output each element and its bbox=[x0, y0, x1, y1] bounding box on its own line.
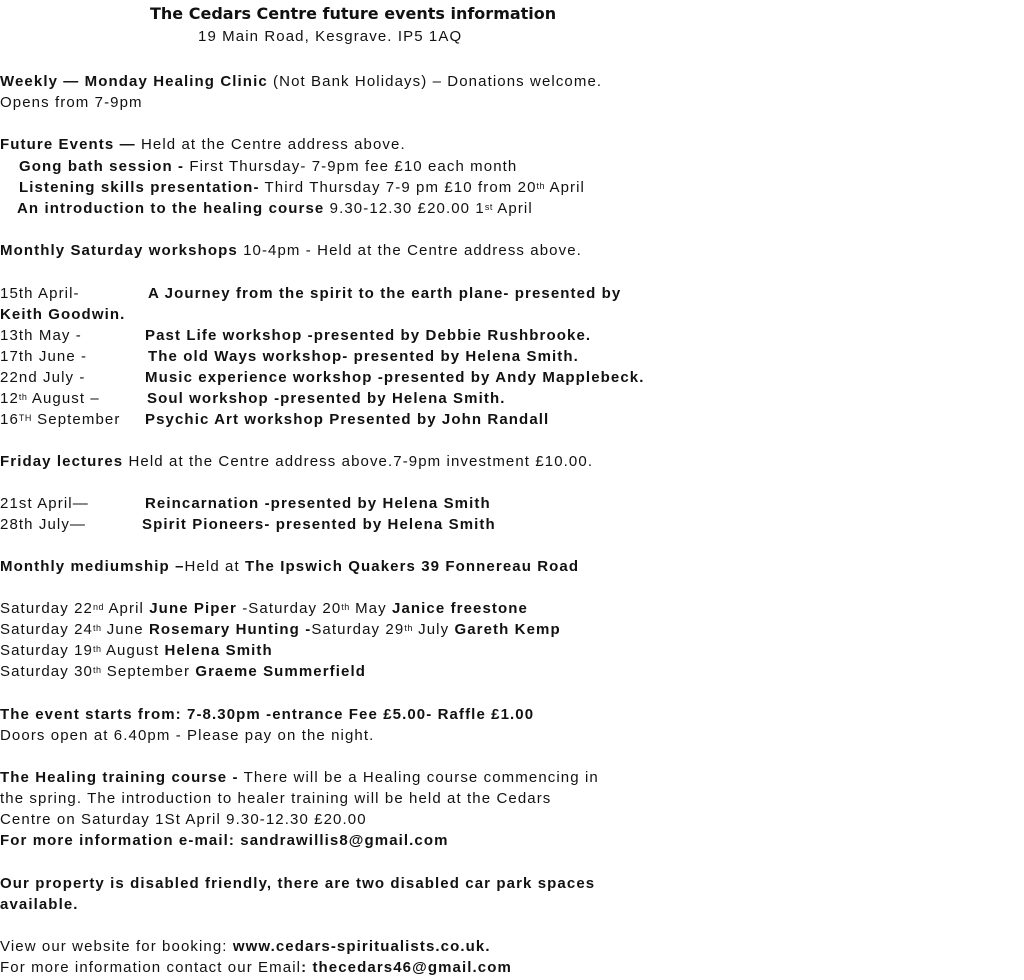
mediumship-date: Saturday 29 bbox=[311, 621, 405, 638]
mediumship-month: August bbox=[101, 642, 165, 659]
medium-name: Janice freestone bbox=[392, 600, 528, 617]
future-event-item bbox=[19, 157, 517, 177]
ordinal-suffix: th bbox=[404, 623, 413, 633]
workshop-row bbox=[0, 410, 1000, 430]
weekly-clinic-hours: Opens from 7-9pm bbox=[0, 94, 143, 111]
website-link[interactable]: www.cedars-spiritualists.co.uk. bbox=[232, 938, 491, 955]
medium-name: Rosemary Hunting - bbox=[148, 621, 312, 638]
future-event-name: An introduction to the healing course bbox=[17, 200, 325, 217]
mediumship-month: May bbox=[349, 600, 392, 617]
centre-address: 19 Main Road, Kesgrave. IP5 1AQ bbox=[198, 28, 463, 45]
workshop-title: A Journey from the spirit to the earth plane- presented by bbox=[148, 285, 622, 302]
workshop-row bbox=[0, 347, 1000, 367]
healing-course-detail: There will be a Healing course commencing in bbox=[238, 769, 599, 786]
date-month: August – bbox=[27, 390, 100, 407]
workshop-date bbox=[0, 390, 100, 407]
lecture-date: 21st April— bbox=[0, 495, 89, 512]
future-event-month: April bbox=[492, 200, 533, 217]
mediumship-dates-row bbox=[0, 641, 273, 661]
workshop-title: Music experience workshop -presented by Andy Mapplebeck. bbox=[145, 369, 645, 386]
mediumship-date: Saturday 22 bbox=[0, 600, 93, 617]
future-events-lead: Future Events — bbox=[0, 136, 136, 153]
medium-name: June Piper bbox=[149, 600, 237, 617]
healing-course-email[interactable]: For more information e-mail: sandrawillis8@gmail.com bbox=[0, 832, 449, 849]
mediumship-date: -Saturday 20 bbox=[236, 600, 342, 617]
future-events-heading bbox=[0, 135, 406, 155]
lecture-title: Spirit Pioneers- presented by Helena Smith bbox=[142, 516, 496, 533]
future-event-detail: Third Thursday 7-9 pm £10 from 20 bbox=[259, 179, 537, 196]
ordinal-suffix: th bbox=[341, 602, 350, 612]
mediumship-month: April bbox=[104, 600, 150, 617]
future-event-name: Listening skills presentation- bbox=[19, 179, 260, 196]
ordinal-suffix: TH bbox=[18, 413, 32, 423]
lecture-row bbox=[0, 515, 1000, 535]
mediumship-date: Saturday 30 bbox=[0, 663, 93, 680]
event-start-info: The event starts from: 7-8.30pm -entrance Fee £5.00- Raffle £1.00 bbox=[0, 706, 535, 723]
workshop-date: 17th June - bbox=[0, 348, 88, 365]
workshop-row bbox=[0, 368, 1000, 388]
mediumship-dates-row bbox=[0, 620, 561, 640]
ordinal-suffix: th bbox=[18, 392, 28, 402]
workshops-heading bbox=[0, 241, 582, 261]
date-day: 16 bbox=[0, 411, 19, 428]
healing-course-lead: The Healing training course - bbox=[0, 769, 239, 786]
workshop-title: Past Life workshop -presented by Debbie Rushbrooke. bbox=[145, 327, 592, 344]
workshop-row bbox=[0, 326, 1000, 346]
workshop-row bbox=[0, 389, 1000, 409]
workshop-row bbox=[0, 284, 1000, 304]
mediumship-month: July bbox=[412, 621, 455, 638]
workshop-date: 22nd July - bbox=[0, 369, 86, 386]
ordinal-suffix: th bbox=[536, 181, 546, 191]
mediumship-month: September bbox=[101, 663, 196, 680]
lecture-row bbox=[0, 494, 1000, 514]
ordinal-suffix: th bbox=[93, 623, 102, 633]
workshop-title: Psychic Art workshop Presented by John Randall bbox=[145, 411, 550, 428]
website-label: View our website for booking: bbox=[0, 938, 233, 955]
healing-course-text: the spring. The introduction to healer training will be held at the Cedars bbox=[0, 790, 552, 807]
workshop-title-continuation: Keith Goodwin. bbox=[0, 306, 126, 323]
medium-name: Helena Smith bbox=[164, 642, 273, 659]
future-event-item bbox=[19, 178, 585, 198]
ordinal-suffix: th bbox=[93, 644, 102, 654]
future-event-month: April bbox=[545, 179, 585, 196]
future-event-detail: 9.30-12.30 £20.00 1 bbox=[324, 200, 485, 217]
future-events-detail: Held at the Centre address above. bbox=[135, 136, 406, 153]
workshop-date bbox=[0, 411, 120, 428]
mediumship-heading bbox=[0, 557, 579, 577]
future-event-detail: First Thursday- 7-9pm fee £10 each month bbox=[184, 158, 518, 175]
weekly-clinic-line bbox=[0, 72, 602, 92]
website-line bbox=[0, 937, 491, 957]
workshops-detail: 10-4pm - Held at the Centre address above. bbox=[237, 242, 582, 259]
workshop-title: Soul workshop -presented by Helena Smith. bbox=[147, 390, 506, 407]
doors-open-info: Doors open at 6.40pm - Please pay on the night. bbox=[0, 727, 375, 744]
mediumship-date: Saturday 24 bbox=[0, 621, 93, 638]
workshop-date: 15th April- bbox=[0, 285, 80, 302]
page-title: The Cedars Centre future events information bbox=[150, 4, 557, 23]
medium-name: Gareth Kemp bbox=[454, 621, 561, 638]
lectures-lead: Friday lectures bbox=[0, 453, 124, 470]
lectures-heading bbox=[0, 452, 593, 472]
healing-course-text: Centre on Saturday 1St April 9.30-12.30 £20.00 bbox=[0, 811, 367, 828]
date-day: 12 bbox=[0, 390, 19, 407]
future-event-item bbox=[17, 199, 533, 219]
email-line bbox=[0, 958, 512, 978]
ordinal-suffix: st bbox=[484, 202, 493, 212]
mediumship-venue: The Ipswich Quakers 39 Fonnereau Road bbox=[245, 558, 580, 575]
workshop-title: The old Ways workshop- presented by Helena Smith. bbox=[148, 348, 579, 365]
lectures-detail: Held at the Centre address above.7-9pm investment £10.00. bbox=[123, 453, 594, 470]
healing-course-heading bbox=[0, 768, 599, 788]
mediumship-month: June bbox=[101, 621, 149, 638]
accessibility-note: Our property is disabled friendly, there are two disabled car park spaces bbox=[0, 875, 596, 892]
mediumship-held-at: Held at bbox=[184, 558, 246, 575]
mediumship-dates-row bbox=[0, 599, 528, 619]
mediumship-dates-row bbox=[0, 662, 366, 682]
email-link[interactable]: thecedars46@gmail.com bbox=[312, 959, 512, 976]
mediumship-lead: Monthly mediumship – bbox=[0, 558, 185, 575]
lecture-date: 28th July— bbox=[0, 516, 87, 533]
date-month: September bbox=[31, 411, 121, 428]
lecture-title: Reincarnation -presented by Helena Smith bbox=[145, 495, 491, 512]
accessibility-note: available. bbox=[0, 896, 79, 913]
email-colon: : bbox=[301, 959, 313, 976]
workshops-lead: Monthly Saturday workshops bbox=[0, 242, 238, 259]
email-label: For more information contact our Email bbox=[0, 959, 302, 976]
workshop-date: 13th May - bbox=[0, 327, 82, 344]
weekly-clinic-lead: Weekly — Monday Healing Clinic bbox=[0, 73, 268, 90]
future-event-name: Gong bath session - bbox=[19, 158, 185, 175]
mediumship-date: Saturday 19 bbox=[0, 642, 93, 659]
ordinal-suffix: th bbox=[93, 665, 102, 675]
ordinal-suffix: nd bbox=[93, 602, 105, 612]
weekly-clinic-detail: (Not Bank Holidays) – Donations welcome. bbox=[267, 73, 603, 90]
medium-name: Graeme Summerfield bbox=[195, 663, 367, 680]
